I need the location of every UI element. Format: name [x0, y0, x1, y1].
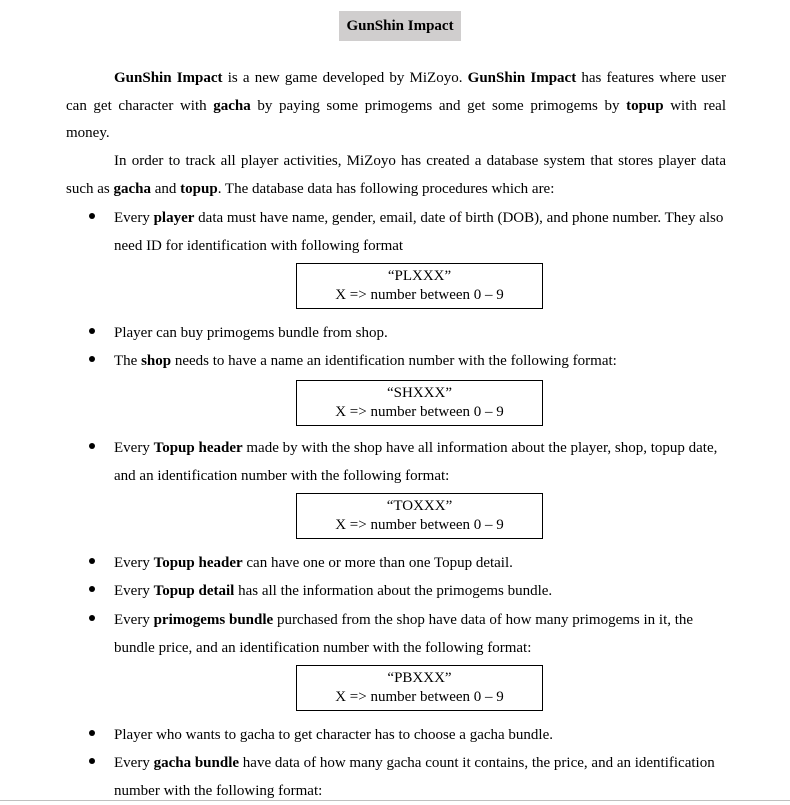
list-item-text: The shop needs to have a name an identification number with the following format: [114, 353, 617, 369]
bullet-icon [89, 730, 95, 736]
document-title: GunShin Impact [339, 11, 461, 41]
format-rule: X => number between 0 – 9 [335, 517, 504, 533]
intro-text: . The database data has following procedures which are: [217, 180, 555, 197]
intro-paragraph-1 [66, 65, 726, 148]
list-item-text: Every player data must have name, gender, email, date of birth (DOB), and phone number. They also need ID for identification with following format [114, 210, 724, 254]
format-code: “TOXXX” [386, 498, 453, 514]
intro-text: has features where user can get character with [66, 70, 727, 114]
list-item-text: Every Topup header made by with the shop have all information about the player, shop, topup date, and an identification number with the following format: [114, 440, 718, 484]
page-divider [0, 800, 790, 801]
intro-text: by paying some primogems and get some primogems by [250, 97, 627, 114]
format-code: “PBXXX” [387, 670, 452, 686]
intro-text: is a new game developed by MiZoyo. [222, 70, 468, 86]
keyword-topup: topup [180, 180, 218, 197]
format-rule: X => number between 0 – 9 [335, 287, 504, 303]
id-format-box [296, 263, 543, 309]
list-item-text: Every primogems bundle purchased from the shop have data of how many primogems in it, the bundle price, and an identification number with the following format: [114, 612, 694, 656]
keyword-gacha: gacha [113, 180, 151, 197]
bullet-icon [89, 356, 95, 362]
intro-text: In order to track all player activities, MiZoyo has created a database system that stores player data such as [66, 153, 726, 197]
game-name: GunShin Impact [114, 70, 223, 86]
list-item-text: Every gacha bundle have data of how many gacha count it contains, the price, and an identification number with the following format: [114, 755, 715, 799]
format-code: “SHXXX” [387, 385, 452, 401]
intro-paragraph-2 [66, 148, 726, 203]
bullet-icon [89, 558, 95, 564]
id-format-box [296, 493, 543, 539]
format-rule: X => number between 0 – 9 [335, 689, 504, 705]
bullet-icon [89, 615, 95, 621]
list-item-text: Player can buy primogems bundle from shop. [114, 325, 388, 341]
list-item-text: Every Topup header can have one or more than one Topup detail. [114, 555, 513, 571]
bullet-icon [89, 443, 95, 449]
id-format-box [296, 380, 543, 426]
list-item-text: Every Topup detail has all the information about the primogems bundle. [114, 583, 553, 599]
bullet-icon [89, 758, 95, 764]
intro-text: and [151, 180, 181, 197]
bullet-icon [89, 328, 95, 334]
keyword-gacha: gacha [213, 97, 251, 114]
format-rule: X => number between 0 – 9 [335, 404, 504, 420]
id-format-box [296, 665, 543, 711]
bullet-icon [89, 213, 95, 219]
intro-text: with real money. [66, 97, 726, 141]
format-code: “PLXXX” [387, 268, 452, 284]
game-name: GunShin Impact [467, 70, 577, 86]
keyword-topup: topup [626, 97, 664, 114]
list-item-text: Player who wants to gacha to get character has to choose a gacha bundle. [114, 727, 553, 743]
bullet-icon [89, 586, 95, 592]
